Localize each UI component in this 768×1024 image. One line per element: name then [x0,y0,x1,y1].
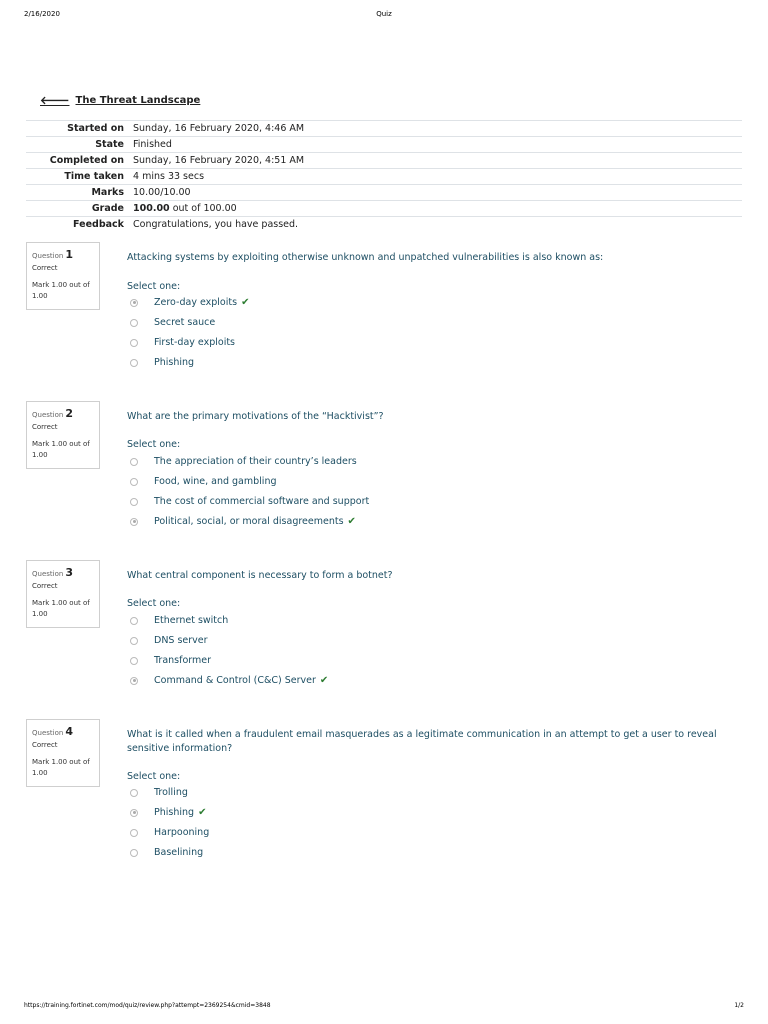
summary-row [26,137,742,153]
answer-option[interactable] [130,675,328,686]
summary-key: Grade [26,201,130,217]
checkmark-icon: ✔ [241,297,250,308]
summary-key: Marks [26,185,130,201]
answer-option[interactable] [130,297,249,308]
summary-value: Congratulations, you have passed. [130,217,742,233]
question-label: Question [32,252,64,260]
radio-button[interactable] [130,657,138,665]
answer-option[interactable] [130,635,208,646]
answer-option[interactable] [130,847,203,858]
select-one-prompt: Select one: [127,439,181,450]
summary-row [26,185,742,201]
answer-label: Political, social, or moral disagreements [154,516,344,527]
grade-out-of: out of 100.00 [169,203,237,214]
radio-button[interactable] [130,498,138,506]
radio-button[interactable] [130,829,138,837]
question-text: What are the primary motivations of the “Hacktivist”? [127,411,384,422]
print-footer [24,1002,744,1014]
answer-option[interactable] [130,337,235,348]
question-number [32,725,73,738]
question-info [26,401,100,469]
answer-label: The appreciation of their country’s leaders [154,456,357,467]
select-one-prompt: Select one: [127,771,181,782]
radio-button[interactable] [130,518,138,526]
summary-row [26,201,742,217]
print-header [24,10,744,22]
question-label: Question [32,411,64,419]
question-mark: Mark 1.00 out of 1.00 [32,758,90,777]
answer-label: The cost of commercial software and support [154,496,370,507]
question-info [26,560,100,628]
radio-button[interactable] [130,299,138,307]
question-mark: Mark 1.00 out of 1.00 [32,440,90,459]
summary-key: Feedback [26,217,130,233]
answer-label: Phishing [154,807,195,818]
answer-label: Harpooning [154,827,210,838]
radio-button[interactable] [130,458,138,466]
select-one-prompt: Select one: [127,598,181,609]
summary-value: 4 mins 33 secs [130,169,742,185]
question-info [26,242,100,310]
summary-key: State [26,137,130,153]
question-1 [26,242,742,392]
radio-button[interactable] [130,677,138,685]
summary-key: Time taken [26,169,130,185]
summary-value [130,201,742,217]
radio-button[interactable] [130,809,138,817]
radio-button[interactable] [130,339,138,347]
checkmark-icon: ✔ [347,516,356,527]
radio-button[interactable] [130,319,138,327]
radio-button[interactable] [130,789,138,797]
answer-option[interactable] [130,317,215,328]
summary-row [26,217,742,233]
answer-label: Transformer [154,655,212,666]
summary-value: Sunday, 16 February 2020, 4:51 AM [130,153,742,169]
question-state: Correct [32,582,58,590]
answer-label: First-day exploits [154,337,236,348]
page-number: 1/2 [734,1002,744,1009]
summary-value: 10.00/10.00 [130,185,742,201]
question-number-value: 3 [65,566,73,579]
answer-option[interactable] [130,357,194,368]
checkmark-icon: ✔ [198,807,207,818]
radio-button[interactable] [130,359,138,367]
question-number [32,566,73,579]
answer-option[interactable] [130,827,209,838]
summary-value: Finished [130,137,742,153]
answer-option[interactable] [130,615,228,626]
grade-value: 100.00 [133,203,170,214]
answer-label: Baselining [154,847,204,858]
radio-button[interactable] [130,478,138,486]
answer-label: Trolling [154,787,188,798]
checkmark-icon: ✔ [319,675,329,686]
answer-label: Command & Control (C&C) Server [154,675,316,686]
question-mark: Mark 1.00 out of 1.00 [32,599,90,618]
answer-label: Phishing [154,357,195,368]
answer-label: Zero-day exploits [154,297,238,308]
question-4 [26,719,742,869]
arrow-left-icon: 🡐 [40,94,70,107]
answer-label: DNS server [154,635,208,646]
answer-option[interactable] [130,496,369,507]
question-info [26,719,100,787]
select-one-prompt: Select one: [127,281,181,292]
answer-option[interactable] [130,516,356,527]
question-mark: Mark 1.00 out of 1.00 [32,281,90,300]
question-label: Question [32,729,64,737]
answer-label: Food, wine, and gambling [154,476,277,487]
attempt-summary-table [26,120,742,232]
question-state: Correct [32,264,58,272]
question-text: What central component is necessary to form a botnet? [127,570,393,581]
answer-label: Ethernet switch [154,615,229,626]
question-number [32,248,73,261]
summary-value: Sunday, 16 February 2020, 4:46 AM [130,121,742,137]
back-link[interactable] [40,93,200,107]
radio-button[interactable] [130,849,138,857]
answer-label: Secret sauce [154,317,216,328]
back-link-label: The Threat Landscape [75,94,201,106]
answer-option[interactable] [130,476,277,487]
answer-option[interactable] [130,456,357,467]
question-text: Attacking systems by exploiting otherwise unknown and unpatched vulnerabilities is also known as: [127,252,604,263]
summary-row [26,169,742,185]
question-state: Correct [32,423,58,431]
summary-key: Started on [26,121,130,137]
question-state: Correct [32,741,58,749]
summary-row [26,153,742,169]
summary-key: Completed on [26,153,130,169]
question-number-value: 2 [65,407,73,420]
answer-option[interactable] [130,787,188,798]
answer-option[interactable] [130,655,211,666]
radio-button[interactable] [130,637,138,645]
print-date: 2/16/2020 [24,10,60,18]
question-3 [26,560,742,710]
radio-button[interactable] [130,617,138,625]
question-2 [26,401,742,551]
question-label: Question [32,570,64,578]
answer-option[interactable] [130,807,206,818]
print-url: https://training.fortinet.com/mod/quiz/review.php?attempt=2369254&cmid=3848 [24,1002,271,1009]
question-number-value: 4 [65,725,73,738]
print-title: Quiz [376,10,392,18]
summary-row [26,121,742,137]
question-number-value: 1 [65,248,73,261]
question-number [32,407,73,420]
question-text: What is it called when a fraudulent email masquerades as a legitimate communication in an attempt to get a user to reveal sensitive information? [127,729,717,754]
